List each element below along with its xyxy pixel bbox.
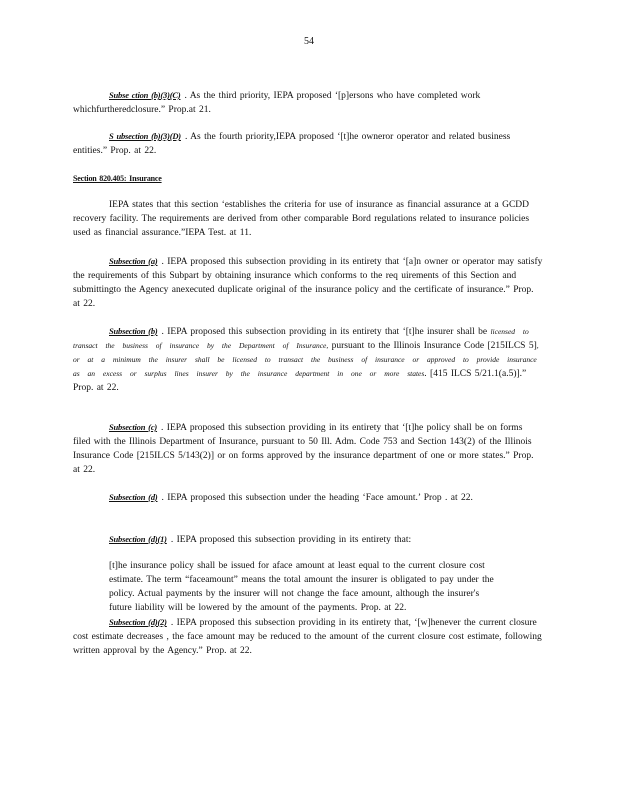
- statutory-italic-text: , or at a minimum the insurer shall be licensed to transact the business of insurance or approved to provide insurance as an excess or surplus lines insurer by the insurance department in one or more states: [73, 341, 539, 378]
- statutory-italic-text: licensed to transact the business of insurance by the Department of Insurance,: [73, 327, 529, 350]
- paragraph-text: IEPA states that this section ‘establishes the criteria for use of insurance as financial assurance at a GCDD recovery facility. The requirements are derived from other comparable Bord regulations related to insurance policies used as financial assurance.”IEPA Test. at 11.: [73, 200, 530, 238]
- block-quote: [109, 559, 501, 615]
- subsection-label: Subsection (a): [109, 256, 158, 266]
- paragraph-text: pursuant to the Illinois Insurance Code [215ILCS 5]: [331, 341, 537, 351]
- quote-text: [t]he insurance policy shall be issued for aface amount at least equal to the current closure cost estimate. The term “faceamount” means the total amount the insurer is obligated to pay under the policy. Actual payments by the insurer will not change the face amount, although the insurer's future liability will be lowered by the amount of the payments. Prop. at 22.: [109, 561, 494, 613]
- subsection-label: Subse ction (b)(3)(C): [109, 90, 181, 100]
- subsection-label: Subsection (d)(1): [109, 534, 167, 544]
- subsection-label: Subsection (d): [109, 492, 158, 502]
- paragraph-subsection-b3c: [73, 88, 543, 117]
- paragraph-text: . IEPA proposed this subsection providing in its entirety that, ‘[w]henever the current closure cost estimate decreases , the face amount may be reduced to the amount of the current closure cost estimate, following written approval by the Agency.” Prop. at 22.: [73, 618, 542, 656]
- paragraph-subsection-b3d: [73, 129, 543, 158]
- paragraph-subsection-d: [73, 490, 543, 505]
- paragraph-text: . As the third priority, IEPA proposed ‘[p]ersons who have completed work whichfurtheredclosure.” Prop.at 21.: [73, 91, 481, 115]
- subsection-label: S ubsection (b)(3)(D): [109, 131, 181, 141]
- paragraph-subsection-d1: [73, 532, 543, 547]
- paragraph-text: . IEPA proposed this subsection providing in its entirety that ‘[a]n owner or operator may satisfy the requirements of this Subpart by obtaining insurance which conforms to the req uirements of this Section and submittingto the Agency anexecuted duplicate original of the insurance policy and the certificate of insurance.” Prop. at 22.: [73, 257, 543, 309]
- subsection-label: Subsection (b): [109, 326, 158, 336]
- paragraph-subsection-c: [73, 420, 543, 477]
- subsection-label: Subsection (d)(2): [109, 617, 167, 627]
- paragraph-text: . [415 ILCS 5/21.1(a.5)].” Prop. at 22.: [73, 369, 527, 393]
- subsection-label: Subsection (c): [109, 422, 158, 432]
- paragraph-text: . IEPA proposed this subsection providing in its entirety that ‘[t]he insurer shall be: [161, 327, 488, 337]
- paragraph-text: . IEPA proposed this subsection providing in its entirety that:: [170, 535, 412, 545]
- paragraph-section-intro: [73, 198, 543, 240]
- paragraph-subsection-d2: [73, 615, 543, 658]
- paragraph-text: . As the fourth priority,IEPA proposed ‘[t]he owneror operator and related business entities.” Prop. at 22.: [73, 132, 511, 156]
- section-heading: Section 820.405: Insurance: [73, 174, 162, 183]
- paragraph-subsection-b: [73, 324, 543, 395]
- paragraph-text: . IEPA proposed this subsection providing in its entirety that ‘[t]he policy shall be on forms filed with the Illinois Department of Insurance, pursuant to 50 Ill. Adm. Code 753 and Section 143(2) of the Illinois Insurance Code [215ILCS 5/143(2)] or on forms approved by the insurance department of one or more states.” Prop. at 22.: [73, 423, 534, 475]
- paragraph-subsection-a: [73, 254, 543, 311]
- page-number: 54: [304, 36, 314, 47]
- paragraph-text: . IEPA proposed this subsection under the heading ‘Face amount.’ Prop . at 22.: [161, 493, 473, 503]
